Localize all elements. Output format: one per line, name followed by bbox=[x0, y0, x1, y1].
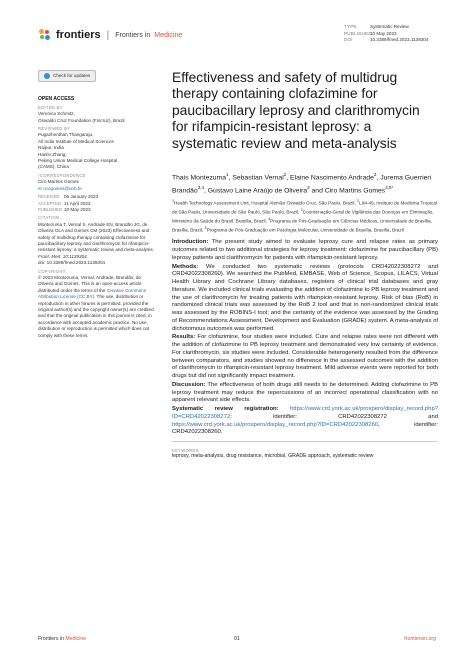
author[interactable]: Ciro Martins Gomes bbox=[324, 186, 386, 194]
author-list: Thais Montezuma$^1$, Sebastian Vernal$^2$, Elaine Nascimento Andrade$^3$, Jurema Guerrieri Brandão$^{3,4}$, Gustavo Laine Araújo de Oliveira$^3$ and Ciro Martins Gomes$^{4,5*}$ bbox=[172, 172, 432, 194]
cc-by-license-link[interactable]: Creative Commons Attribution License (CC BY). bbox=[38, 287, 147, 300]
page-footer bbox=[38, 636, 436, 646]
meta-published: PUBLISHED10 May 2023 bbox=[344, 30, 397, 36]
page-number: 01 bbox=[234, 636, 240, 642]
check-for-updates-label: Check for updates bbox=[53, 73, 91, 78]
author[interactable]: Jurema Guerrieri Brandão bbox=[172, 174, 432, 194]
affiliations: $^1$Health Technology Assessment Unit, Hospital Alemão Oswaldo Cruz, São Paulo, Brazil, $^2$LIM-49, Instituto de Medicina Tropical de São Paulo, Universidade de São Paulo, São Paulo, Brazil, $^3$Coordenação-Geral de Vigilância das Doenças em Eliminação, Ministério da Saúde do Brasil, Brasília, Brazil, $^4$Programa de Pós-Graduação em Ciências Médicas, Universidade de Brasília, Brasília, Brazil, $^5$Programa de Pós-Graduação em Patologia Molecular, Universidade de Brasília, Brasília, Brazil bbox=[172, 199, 437, 233]
meta-type: TYPE Systematic Review bbox=[344, 24, 409, 29]
prospero-link-2[interactable]: https://www.crd.york.ac.uk/prospero/display_record.php?ID=CRD42022308260 bbox=[172, 421, 379, 428]
author[interactable]: Elaine Nascimento Andrade bbox=[290, 174, 374, 182]
page-header bbox=[38, 24, 436, 54]
sidebar bbox=[38, 70, 156, 341]
article-dates: RECEIVED 06 January 2023 ACCEPTED 11 April 2023 PUBLISHED 10 May 2023 bbox=[38, 194, 99, 212]
footer-site-link[interactable]: frontiersin.org bbox=[404, 636, 436, 642]
abstract-introduction: Introduction: The present study aimed to evaluate leprosy cure and relapse rates as primary outcomes related to two additional strategies for leprosy treatment: clofazimine for paucibacillary (PB) leprosy patients and clarithromycin for patients with rifampicin-resistant leprosy. bbox=[172, 239, 439, 261]
keywords-label: KEYWORDS bbox=[172, 447, 199, 453]
keywords-divider bbox=[172, 441, 438, 442]
abstract-discussion: Discussion: The effectiveness of both drugs still needs to be determined. Adding clofazimine to PB leprosy treatment may reduce the repercussions of an incorrect operational classification with no apparent relevant side effects. bbox=[172, 381, 439, 404]
prospero-link-1[interactable]: https://www.crd.york.ac.uk/prospero/display_record.php?ID=CRD42022308272 bbox=[172, 406, 439, 420]
author[interactable]: Sebastian Vernal bbox=[232, 174, 284, 182]
citation-label: CITATION bbox=[38, 215, 60, 221]
reviewed-by: Pugazhenthan Thangaraju, All India Institute of Medical Sciences Raipur, India Hanlin Zhang, Peking Union Medical College Hospital (CAMS), China bbox=[38, 132, 118, 170]
article-meta bbox=[344, 24, 428, 44]
open-access-label: OPEN ACCESS bbox=[38, 96, 75, 103]
update-icon bbox=[44, 73, 50, 79]
footer-journal: Frontiers in Medicine bbox=[38, 636, 87, 642]
edited-by-label: EDITED BY bbox=[38, 104, 63, 110]
keywords: leprosy, meta-analysis, drug resistance, microbial, GRADE approach, systematic review bbox=[172, 452, 374, 459]
brand-name: frontiers bbox=[56, 29, 101, 41]
citation-text: Montezuma T, Vernal S, Andrade EN, Brandão JG, de Oliveira GLA and Gomes CM (2023) Effectiveness and safety of multidrug therapy containing clofazimine for paucibacillary leprosy and clarithromycin for rifampicin-resistant leprosy: a systematic review and meta-analysis. Front. Med. 10:1139304. doi: 10.3389/fmed.2023.1139304 bbox=[38, 221, 154, 266]
author[interactable]: Gustavo Laine Araújo de Oliveira bbox=[207, 186, 308, 194]
brand-journal: Medicine bbox=[154, 31, 183, 39]
article-main bbox=[172, 70, 438, 460]
edited-by: Veronica Schmitz, Oswaldo Cruz Foundation (Fiocruz), Brazil bbox=[38, 111, 125, 123]
check-for-updates-button[interactable] bbox=[38, 70, 96, 82]
correspondence-email[interactable]: ✉ cirogomes@unb.br bbox=[38, 185, 83, 191]
abstract-methods: Methods: We conducted two systematic reviews (protocols CRD42022308272 and CRD42022308260). We searched the PubMed, EMBASE, Web of Science, Scopus, LILACS, Virtual Health Library and Cochrane Library databases, registers of clinical trial databases and gray literature. We included clinical trials evaluating the addition of clofazimine to PB leprosy treatment and the use of clarithromycin for treating patients with rifampicin-resistant leprosy. Risk of bias (RoB) in randomized clinical trials was assessed by the RoB 2 tool and that in non-randomized clinical trials was assessed by the ROBINS-I tool; and the certainty of the evidence was assessed by the Grading of Recommendations Assessment, Development and Evaluation (GRADE) system. A meta-analysis of dichotomous outcomes was performed. bbox=[172, 263, 438, 332]
frontiers-logo-icon bbox=[38, 28, 52, 42]
correspondence-label: *CORRESPONDENCE bbox=[38, 172, 86, 178]
abstract-registration: Systematic review registration: https://www.crd.york.ac.uk/prospero/display_record.php?ID=CRD42022308272; identifier: CRD42022308272 and https://www.crd.york.ac.uk/prospero/display_record.php?ID=CRD42022308260, identifier: CRD42022308260. bbox=[172, 406, 439, 436]
brand-in-text: Frontiers in bbox=[115, 31, 151, 39]
author[interactable]: Thais Montezuma bbox=[172, 174, 227, 182]
copyright-text: © 2023 Montezuma, Vernal, Andrade, Brandão, de Oliveira and Gomes. This is an open-access article distributed under the terms of the Creative Commons Attribution License (CC BY). The use, distribution or reproduction in other forums is permitted, provided the original author(s) and the copyright owner(s) are credited and that the original publication in this journal is cited, in accordance with accepted academic practice. No use, distribution or reproduction is permitted which does not comply with these terms. bbox=[38, 274, 154, 338]
meta-doi[interactable]: DOI 10.3389/fmed.2023.1139304 bbox=[344, 37, 429, 43]
brand-separator: | bbox=[106, 29, 110, 41]
article-title: Effectiveness and safety of multidrug therapy containing clofazimine for paucibacillary leprosy and clarithromycin for rifampicin-resistant leprosy: a systematic review and meta-analysis bbox=[172, 70, 420, 151]
reviewed-by-label: REVIEWED BY bbox=[38, 126, 71, 132]
correspondence-name: Ciro Martins Gomes bbox=[38, 179, 79, 185]
abstract-results: Results: For clofazimine, four studies were included. Cure and relapse rates were not different with the addition of clofazimine to PB leprosy treatment and demonstrated very low certainty of evidence. For clarithromycin, six studies were included. Considerable heterogeneity resulted from the difference between comparators, and studies showed no difference in the assessed outcomes with the addition of clarithromycin to rifampicin-resistant leprosy treatment. Mild adverse events were reported for both drugs but did not significantly impact treatment. bbox=[172, 334, 439, 380]
frontiers-logo[interactable] bbox=[38, 28, 182, 42]
copyright-label: COPYRIGHT bbox=[38, 268, 66, 274]
abstract bbox=[172, 239, 438, 437]
